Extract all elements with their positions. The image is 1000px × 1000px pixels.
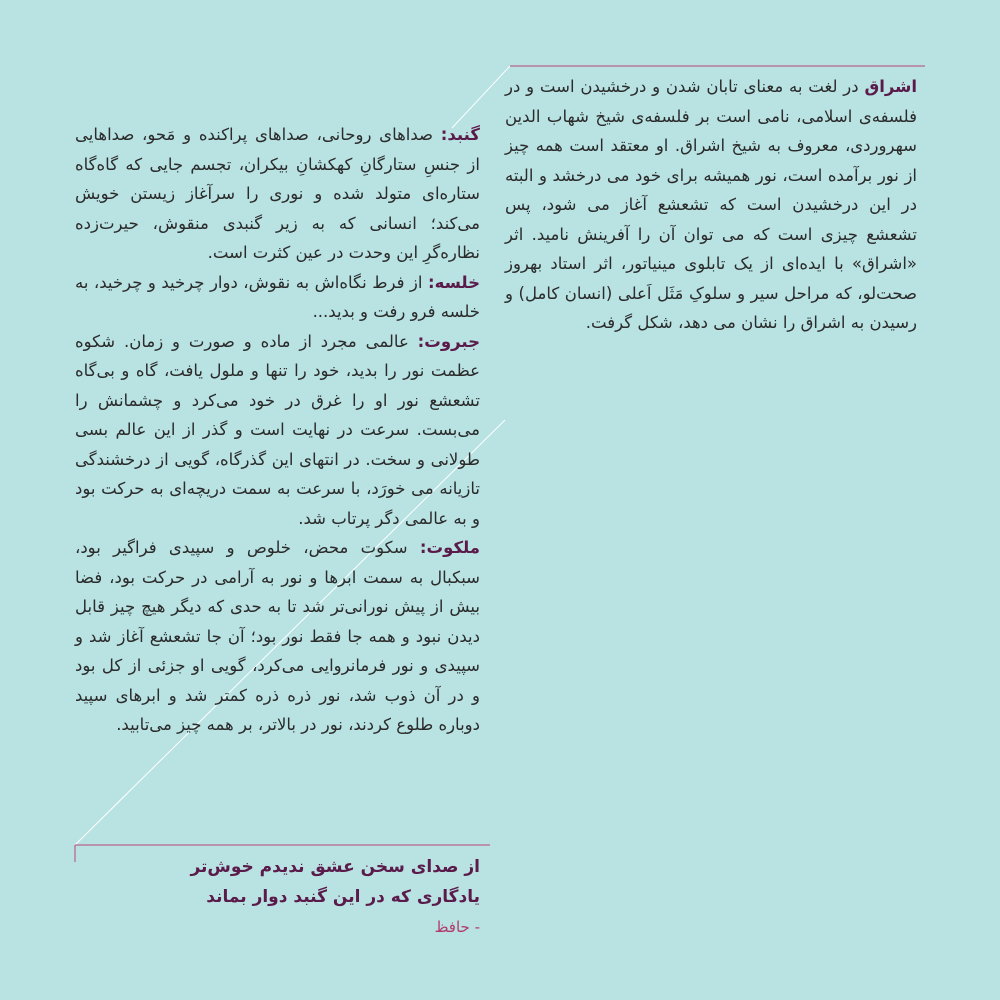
left-text-column bbox=[75, 120, 480, 740]
term-kholseh: خلسه: bbox=[427, 272, 480, 292]
quote-line-1: از صدای سخن عشق ندیدم خوش‌تر bbox=[190, 857, 480, 877]
top-diagonal-line bbox=[452, 66, 510, 128]
right-text-column bbox=[505, 72, 917, 338]
term-gonbad: گنبد: bbox=[440, 125, 480, 144]
entry-gonbad bbox=[75, 120, 480, 268]
entry-jabarut-body: عالمی مجرد از ماده و صورت و زمان. شکوه عظمت نور را بدید، خود را تنها و ملول یافت، گاه و بی‌گاه تشعشع نور او را غرق در خود می‌کرد و چشمانش را می‌بست. سرعت در نهایت است و گذر از این عالم بسی طولانی و سخت. در انتهای این گذرگاه، گویی از درخشندگی تازیانه می خورَد، با سرعت به سمت دریچه‌ای به حرکت بود و به عالمی دگر پرتاب شد. bbox=[75, 331, 480, 528]
quote-line-2: یادگاری که در این گنبد دوار بماند bbox=[206, 887, 480, 907]
entry-malakut-body: سکوت محض، خلوص و سپیدی فراگیر بود، سبکبال به سمت ابرها و نور به آرامی در حرکت بود، فضا بیش از پیش نورانی‌تر شد تا به حدی که دیگر هیچ چیز قابل دیدن نبود و همه جا فقط نور بود؛ آن جا تشعشع آغاز شد و سپیدی و نور فرمانروایی می‌کرد، گویی او جزئی از کل بود و در آن ذوب شد، نور ذره ذره کمتر شد و ابرهای سپید دوباره طلوع کردند، نور در بالاتر، بر همه چیز می‌تابید. bbox=[75, 538, 480, 734]
quote-author: - حافظ bbox=[434, 918, 480, 936]
eshragh-body: در لغت به معنای تابان شدن و درخشیدن است و در فلسفه‌ی اسلامی، نامی است بر فلسفه‌ی شیخ شهاب الدین سهروردی، معروف به شیخ اشراق. او معتقد است همه چیز از نور برآمده است، نور همیشه برای خود می درخشد و البته در این درخشیدن است که تشعشع آغاز می شود، پس تشعشع چیزی است که می توان آن را آفرینش نامید. اثر «اشراق» با ایده‌ای از یک تابلوی مینیاتور، اثر استاد بهروز صحت‌لو، که مراحل سیر و سلوکِ مَثَل اَعلی (انسان کامل) و رسیدن به اشراق را نشان می دهد، شکل گرفت. bbox=[505, 77, 917, 332]
entry-kholseh-body: از فرط نگاه‌اش به نقوش، دوار چرخید و چرخید، به خلسه فرو رفت و بدید... bbox=[75, 272, 480, 321]
term-jabarut: جبروت: bbox=[417, 331, 480, 351]
eshragh-paragraph bbox=[505, 72, 917, 338]
term-eshragh: اشراق bbox=[864, 77, 917, 96]
entry-gonbad-body: صداهای روحانی، صداهای پراکنده و مَحو، صداهایی از جنسِ ستارگانِ کهکشانِ بیکران، تجسم جایی که گاه‌گاه ستاره‌ای متولد شده و نوری را سرآغاز زیستن خویش می‌کند؛ انسانی که به زیر گنبدی منقوش، حیرت‌زده نظاره‌گرِ این وحدت در عین کثرت است. bbox=[75, 125, 480, 262]
entry-jabarut bbox=[75, 327, 480, 534]
entry-malakut bbox=[75, 533, 480, 740]
hafez-quote bbox=[75, 852, 480, 940]
entry-kholseh bbox=[75, 268, 480, 327]
term-malakut: ملکوت: bbox=[419, 538, 480, 557]
